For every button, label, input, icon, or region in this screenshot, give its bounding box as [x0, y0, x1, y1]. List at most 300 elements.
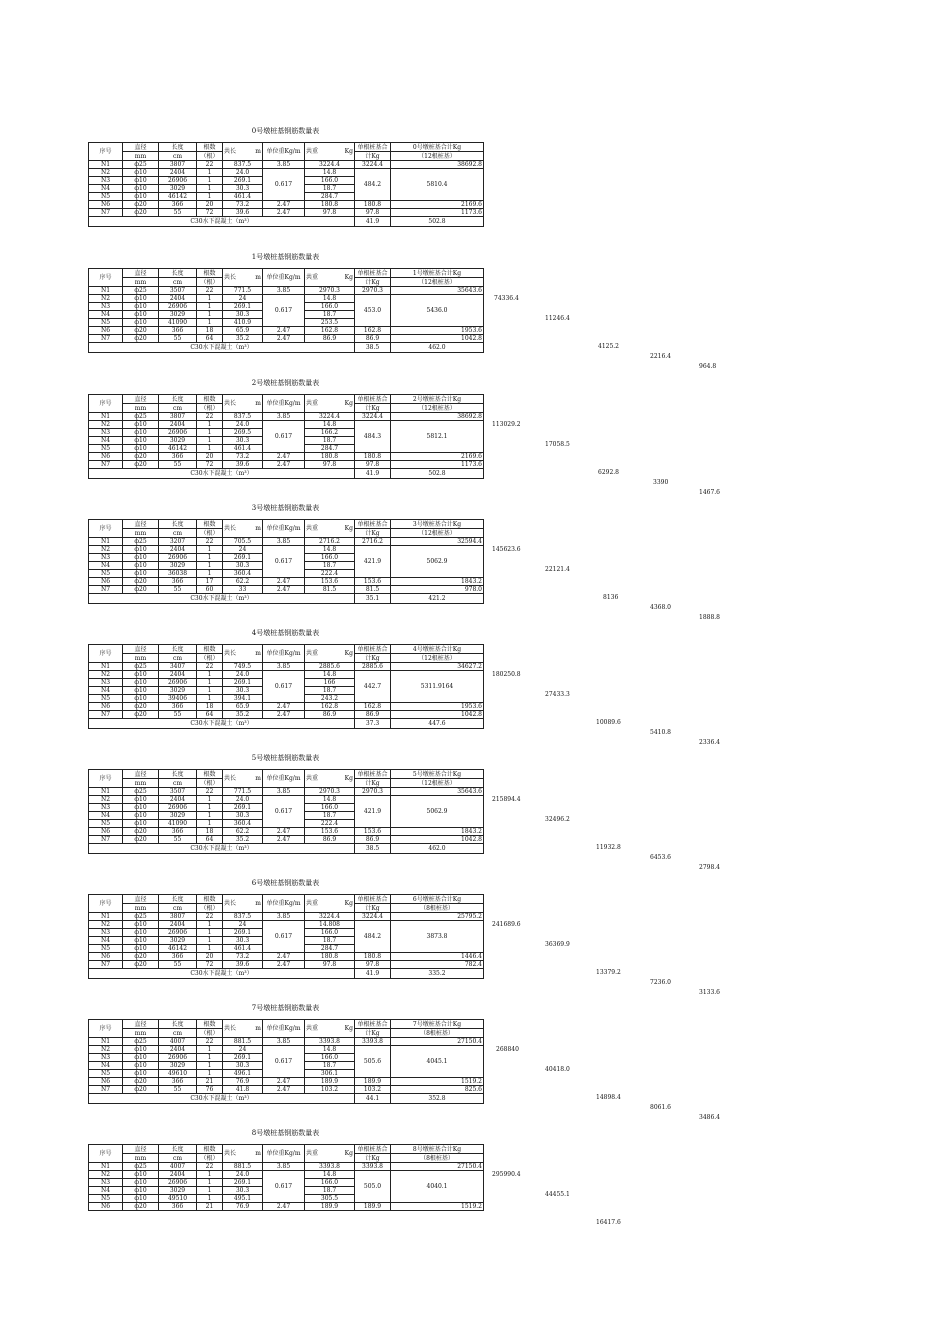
cell-length: 26906	[159, 177, 197, 185]
cell-length: 3029	[159, 437, 197, 445]
header-diameter: 直径	[123, 1020, 159, 1029]
cell-count: 1	[197, 185, 223, 193]
cell-total-length: 410.9	[223, 319, 263, 327]
side-total-value: 17058.5	[545, 441, 570, 448]
header-length: 长度	[159, 1145, 197, 1154]
cell-total-length: 881.5	[223, 1038, 263, 1046]
concrete-label: C30水下混凝土（m³）	[89, 844, 355, 854]
cell-length: 55	[159, 711, 197, 719]
cell-index: N6	[89, 1078, 123, 1086]
cell-total-weight: 2885.6	[305, 663, 355, 671]
table-row	[89, 1086, 484, 1094]
cell-single-pile: 103.2	[355, 1086, 391, 1094]
cell-length: 55	[159, 586, 197, 594]
table-row	[89, 546, 484, 554]
cell-pier-sum: 825.6	[391, 1086, 484, 1094]
cell-total-weight: 18.7	[305, 1062, 355, 1070]
cell-diameter: ф10	[123, 679, 159, 687]
cell-diameter: ф20	[123, 209, 159, 217]
table-row	[89, 413, 484, 421]
cell-length: 49610	[159, 1070, 197, 1078]
cell-diameter: ф20	[123, 453, 159, 461]
cell-single-pile: 3224.4	[355, 413, 391, 421]
cell-diameter: ф20	[123, 201, 159, 209]
cell-length: 49510	[159, 1195, 197, 1203]
cell-length: 3029	[159, 937, 197, 945]
cell-index: N1	[89, 788, 123, 796]
cell-total-weight: 284.7	[305, 193, 355, 201]
table-row	[89, 169, 484, 177]
side-total-value: 113029.2	[492, 421, 521, 428]
cell-unit-weight: 2.47	[263, 828, 305, 836]
header-unit-weight: 单位重Kg/m	[263, 645, 305, 663]
header-pier-sum: 3号墩桩基合计Kg	[391, 520, 484, 529]
cell-index: N7	[89, 209, 123, 217]
cell-pier-sum: 5062.9	[391, 546, 484, 578]
cell-total-weight: 18.7	[305, 185, 355, 193]
cell-total-length: 360.4	[223, 820, 263, 828]
cell-total-weight: 18.7	[305, 937, 355, 945]
cell-count: 1	[197, 445, 223, 453]
header-total-weight	[305, 895, 355, 913]
cell-total-length: 35.2	[223, 335, 263, 343]
cell-index: N7	[89, 461, 123, 469]
cell-count: 1	[197, 671, 223, 679]
cell-length: 55	[159, 1086, 197, 1094]
header-total-length-label: 共长	[224, 1150, 237, 1157]
cell-index: N4	[89, 687, 123, 695]
concrete-row	[89, 844, 484, 854]
cell-pier-sum: 2169.6	[391, 201, 484, 209]
cell-index: N3	[89, 804, 123, 812]
cell-diameter: ф10	[123, 921, 159, 929]
cell-unit-weight: 3.85	[263, 663, 305, 671]
cell-diameter: ф20	[123, 1203, 159, 1211]
cell-index: N5	[89, 570, 123, 578]
header-pier-sum: 7号墩桩基合计Kg	[391, 1020, 484, 1029]
cell-single-pile: 453.0	[355, 295, 391, 327]
header-unit-kg: Kg	[344, 1150, 353, 1157]
header-pier-sum: 5号墩桩基合计Kg	[391, 770, 484, 779]
cell-total-weight: 103.2	[305, 1086, 355, 1094]
header-single-pile: 单根桩基合	[355, 395, 391, 404]
cell-count: 20	[197, 453, 223, 461]
cell-total-weight: 166.0	[305, 804, 355, 812]
header-unit-cm: cm	[159, 404, 197, 413]
cell-pier-sum: 5311.9164	[391, 671, 484, 703]
cell-index: N5	[89, 445, 123, 453]
cell-total-length: 24.0	[223, 1171, 263, 1179]
cell-total-weight: 166.2	[305, 429, 355, 437]
cell-index: N1	[89, 1163, 123, 1171]
header-count: 根数	[197, 1020, 223, 1029]
table-row	[89, 663, 484, 671]
cell-pier-sum: 5810.4	[391, 169, 484, 201]
cell-count: 1	[197, 1171, 223, 1179]
cell-single-pile: 180.8	[355, 953, 391, 961]
cell-diameter: ф10	[123, 937, 159, 945]
table-row	[89, 1163, 484, 1171]
header-total-length-label: 共长	[224, 900, 237, 907]
cell-diameter: ф20	[123, 836, 159, 844]
concrete-pier-sum: 502.8	[391, 469, 484, 479]
cell-length: 3507	[159, 788, 197, 796]
cell-count: 1	[197, 421, 223, 429]
header-pier-sum: 6号墩桩基合计Kg	[391, 895, 484, 904]
table-row	[89, 209, 484, 217]
cell-total-length: 771.5	[223, 287, 263, 295]
header-length: 长度	[159, 1020, 197, 1029]
cell-single-pile: 86.9	[355, 836, 391, 844]
cell-diameter: ф25	[123, 788, 159, 796]
header-total-weight	[305, 143, 355, 161]
cell-count: 1	[197, 311, 223, 319]
cell-length: 55	[159, 461, 197, 469]
cell-unit-weight: 0.617	[263, 295, 305, 327]
table-row	[89, 453, 484, 461]
header-unit-gen: （根）	[197, 904, 223, 913]
header-pile-count: （8根桩基）	[391, 904, 484, 913]
cell-total-weight: 166	[305, 679, 355, 687]
cell-diameter: ф10	[123, 687, 159, 695]
cell-total-weight: 97.8	[305, 461, 355, 469]
header-pile-count: （12根桩基）	[391, 152, 484, 161]
cell-total-length: 73.2	[223, 453, 263, 461]
side-total-value: 145623.6	[492, 546, 521, 553]
cell-unit-weight: 3.85	[263, 413, 305, 421]
cell-length: 3029	[159, 185, 197, 193]
header-pier-sum: 0号墩桩基合计Kg	[391, 143, 484, 152]
header-unit-cm: cm	[159, 904, 197, 913]
cell-unit-weight: 2.47	[263, 953, 305, 961]
cell-length: 46142	[159, 945, 197, 953]
cell-total-length: 705.5	[223, 538, 263, 546]
cell-total-weight: 306.1	[305, 1070, 355, 1078]
cell-single-pile: 162.8	[355, 327, 391, 335]
cell-index: N6	[89, 703, 123, 711]
cell-unit-weight: 2.47	[263, 1086, 305, 1094]
cell-pier-sum: 1173.6	[391, 461, 484, 469]
cell-unit-weight: 0.617	[263, 921, 305, 953]
cell-diameter: ф20	[123, 578, 159, 586]
cell-total-length: 35.2	[223, 836, 263, 844]
cell-index: N1	[89, 161, 123, 169]
rebar-table	[88, 644, 484, 729]
cell-length: 366	[159, 703, 197, 711]
cell-index: N6	[89, 828, 123, 836]
cell-count: 1	[197, 945, 223, 953]
header-unit-weight: 单位重Kg/m	[263, 269, 305, 287]
cell-total-length: 39.6	[223, 461, 263, 469]
cell-pier-sum: 1843.2	[391, 828, 484, 836]
cell-total-length: 30.3	[223, 562, 263, 570]
cell-single-pile: 421.9	[355, 546, 391, 578]
table-title: 2号墩桩基钢筋数量表	[251, 379, 320, 387]
cell-length: 26906	[159, 1179, 197, 1187]
side-total-value: 16417.6	[596, 1219, 621, 1226]
cell-length: 39406	[159, 695, 197, 703]
header-count: 根数	[197, 143, 223, 152]
concrete-label: C30水下混凝土（m³）	[89, 217, 355, 227]
header-index: 序号	[89, 645, 123, 663]
concrete-pier-sum: 447.6	[391, 719, 484, 729]
table-row	[89, 703, 484, 711]
cell-index: N7	[89, 961, 123, 969]
cell-total-length: 73.2	[223, 953, 263, 961]
table-row	[89, 421, 484, 429]
table-row	[89, 913, 484, 921]
cell-single-pile: 484.2	[355, 169, 391, 201]
concrete-label: C30水下混凝土（m³）	[89, 343, 355, 353]
cell-single-pile: 3224.4	[355, 161, 391, 169]
cell-unit-weight: 0.617	[263, 796, 305, 828]
header-single-pile-unit: 计Kg	[355, 404, 391, 413]
header-single-pile: 单根桩基合	[355, 645, 391, 654]
cell-length: 55	[159, 836, 197, 844]
header-diameter: 直径	[123, 895, 159, 904]
cell-unit-weight: 0.617	[263, 671, 305, 703]
cell-index: N7	[89, 1086, 123, 1094]
cell-length: 3807	[159, 413, 197, 421]
header-index: 序号	[89, 895, 123, 913]
cell-total-weight: 14.8	[305, 421, 355, 429]
header-single-pile-unit: 计Kg	[355, 278, 391, 287]
cell-total-weight: 2716.2	[305, 538, 355, 546]
table-title: 1号墩桩基钢筋数量表	[251, 253, 320, 261]
cell-pier-sum: 5062.9	[391, 796, 484, 828]
cell-index: N2	[89, 169, 123, 177]
cell-index: N2	[89, 1046, 123, 1054]
header-total-length-label: 共长	[224, 650, 237, 657]
cell-diameter: ф10	[123, 554, 159, 562]
header-total-weight-label: 共重	[306, 1025, 319, 1032]
concrete-pier-sum: 335.2	[391, 969, 484, 979]
cell-index: N7	[89, 711, 123, 719]
cell-total-weight: 18.7	[305, 687, 355, 695]
cell-count: 22	[197, 287, 223, 295]
header-pile-count: （12根桩基）	[391, 779, 484, 788]
cell-single-pile: 3224.4	[355, 913, 391, 921]
cell-unit-weight: 2.47	[263, 1078, 305, 1086]
cell-index: N5	[89, 820, 123, 828]
cell-total-weight: 189.9	[305, 1203, 355, 1211]
cell-length: 366	[159, 327, 197, 335]
cell-single-pile: 189.9	[355, 1203, 391, 1211]
cell-index: N3	[89, 679, 123, 687]
cell-count: 22	[197, 663, 223, 671]
cell-length: 26906	[159, 1054, 197, 1062]
header-unit-cm: cm	[159, 529, 197, 538]
cell-total-length: 62.2	[223, 578, 263, 586]
header-unit-kg: Kg	[344, 900, 353, 907]
cell-index: N2	[89, 671, 123, 679]
cell-total-length: 24.0	[223, 169, 263, 177]
concrete-label: C30水下混凝土（m³）	[89, 469, 355, 479]
cell-pier-sum: 1042.8	[391, 335, 484, 343]
header-total-length-label: 共长	[224, 775, 237, 782]
cell-length: 3407	[159, 663, 197, 671]
header-unit-kg: Kg	[344, 274, 353, 281]
cell-diameter: ф10	[123, 1070, 159, 1078]
cell-total-weight: 18.7	[305, 437, 355, 445]
header-single-pile: 单根桩基合	[355, 269, 391, 278]
cell-length: 3029	[159, 687, 197, 695]
cell-diameter: ф10	[123, 421, 159, 429]
cell-total-weight: 305.5	[305, 1195, 355, 1203]
header-diameter: 直径	[123, 143, 159, 152]
cell-length: 3029	[159, 562, 197, 570]
cell-total-length: 771.5	[223, 788, 263, 796]
cell-diameter: ф10	[123, 429, 159, 437]
concrete-label: C30水下混凝土（m³）	[89, 969, 355, 979]
cell-count: 1	[197, 820, 223, 828]
header-total-weight-label: 共重	[306, 525, 319, 532]
header-diameter: 直径	[123, 770, 159, 779]
cell-diameter: ф10	[123, 1054, 159, 1062]
cell-pier-sum: 1042.8	[391, 836, 484, 844]
cell-total-weight: 253.5	[305, 319, 355, 327]
side-total-value: 2798.4	[699, 864, 720, 871]
cell-single-pile: 2970.3	[355, 788, 391, 796]
cell-diameter: ф20	[123, 327, 159, 335]
cell-length: 2404	[159, 921, 197, 929]
concrete-label: C30水下混凝土（m³）	[89, 594, 355, 604]
cell-single-pile: 97.8	[355, 461, 391, 469]
header-unit-m: m	[255, 525, 261, 532]
rebar-table	[88, 769, 484, 854]
cell-diameter: ф10	[123, 546, 159, 554]
cell-index: N3	[89, 1179, 123, 1187]
cell-index: N7	[89, 586, 123, 594]
cell-total-weight: 18.7	[305, 1187, 355, 1195]
concrete-single-pile: 35.1	[355, 594, 391, 604]
header-unit-m: m	[255, 775, 261, 782]
concrete-label: C30水下混凝土（m³）	[89, 1094, 355, 1104]
cell-diameter: ф10	[123, 804, 159, 812]
concrete-single-pile: 41.9	[355, 469, 391, 479]
concrete-pier-sum: 421.2	[391, 594, 484, 604]
header-unit-gen: （根）	[197, 152, 223, 161]
cell-total-length: 30.3	[223, 1187, 263, 1195]
header-index: 序号	[89, 1145, 123, 1163]
cell-index: N4	[89, 311, 123, 319]
cell-pier-sum: 25795.2	[391, 913, 484, 921]
header-unit-gen: （根）	[197, 779, 223, 788]
cell-total-length: 30.3	[223, 1062, 263, 1070]
cell-count: 76	[197, 1086, 223, 1094]
cell-diameter: ф10	[123, 929, 159, 937]
cell-total-length: 461.4	[223, 445, 263, 453]
cell-total-weight: 14.8	[305, 671, 355, 679]
cell-total-length: 76.9	[223, 1078, 263, 1086]
table-row	[89, 961, 484, 969]
cell-diameter: ф25	[123, 538, 159, 546]
cell-pier-sum: 1953.6	[391, 703, 484, 711]
cell-total-length: 39.6	[223, 209, 263, 217]
header-single-pile-unit: 计Kg	[355, 152, 391, 161]
header-total-weight	[305, 770, 355, 788]
cell-pier-sum: 978.0	[391, 586, 484, 594]
cell-index: N7	[89, 335, 123, 343]
cell-index: N4	[89, 812, 123, 820]
side-total-value: 22121.4	[545, 566, 570, 573]
cell-total-length: 41.8	[223, 1086, 263, 1094]
cell-index: N2	[89, 921, 123, 929]
header-total-weight-label: 共重	[306, 400, 319, 407]
cell-pier-sum: 1843.2	[391, 578, 484, 586]
concrete-row	[89, 469, 484, 479]
cell-diameter: ф20	[123, 828, 159, 836]
cell-total-length: 24	[223, 546, 263, 554]
cell-count: 20	[197, 201, 223, 209]
cell-total-length: 73.2	[223, 201, 263, 209]
cell-diameter: ф10	[123, 169, 159, 177]
cell-index: N2	[89, 295, 123, 303]
cell-unit-weight: 3.85	[263, 287, 305, 295]
header-unit-kg: Kg	[344, 525, 353, 532]
cell-index: N3	[89, 554, 123, 562]
header-unit-m: m	[255, 900, 261, 907]
header-total-length-label: 共长	[224, 1025, 237, 1032]
cell-diameter: ф20	[123, 461, 159, 469]
cell-total-length: 461.4	[223, 193, 263, 201]
table-row	[89, 578, 484, 586]
cell-diameter: ф20	[123, 961, 159, 969]
table-row	[89, 1046, 484, 1054]
cell-total-length: 39.6	[223, 961, 263, 969]
side-total-value: 32496.2	[545, 816, 570, 823]
header-pier-sum: 4号墩桩基合计Kg	[391, 645, 484, 654]
header-unit-kg: Kg	[344, 1025, 353, 1032]
header-total-weight	[305, 645, 355, 663]
cell-total-weight: 3224.4	[305, 913, 355, 921]
cell-count: 1	[197, 812, 223, 820]
cell-length: 366	[159, 453, 197, 461]
header-index: 序号	[89, 520, 123, 538]
cell-count: 22	[197, 1163, 223, 1171]
header-total-length	[223, 895, 263, 913]
cell-unit-weight: 2.47	[263, 335, 305, 343]
cell-length: 26906	[159, 804, 197, 812]
concrete-single-pile: 41.9	[355, 217, 391, 227]
header-single-pile: 单根桩基合	[355, 895, 391, 904]
cell-total-weight: 153.6	[305, 828, 355, 836]
concrete-row	[89, 594, 484, 604]
cell-total-weight: 14.8	[305, 1171, 355, 1179]
table-row	[89, 1203, 484, 1211]
cell-length: 3029	[159, 812, 197, 820]
side-total-value: 3486.4	[699, 1114, 720, 1121]
cell-total-weight: 97.8	[305, 209, 355, 217]
cell-total-weight: 3224.4	[305, 413, 355, 421]
header-length: 长度	[159, 520, 197, 529]
cell-total-length: 24.0	[223, 671, 263, 679]
cell-pier-sum: 782.4	[391, 961, 484, 969]
cell-diameter: ф10	[123, 562, 159, 570]
table-title: 3号墩桩基钢筋数量表	[251, 504, 320, 512]
cell-pier-sum: 38692.8	[391, 413, 484, 421]
cell-count: 22	[197, 538, 223, 546]
header-index: 序号	[89, 143, 123, 161]
cell-index: N1	[89, 663, 123, 671]
header-diameter: 直径	[123, 395, 159, 404]
concrete-row	[89, 969, 484, 979]
side-total-value: 8136	[603, 594, 619, 601]
rebar-table	[88, 894, 484, 979]
table-row	[89, 671, 484, 679]
cell-total-length: 269.1	[223, 1054, 263, 1062]
cell-pier-sum: 32594.4	[391, 538, 484, 546]
